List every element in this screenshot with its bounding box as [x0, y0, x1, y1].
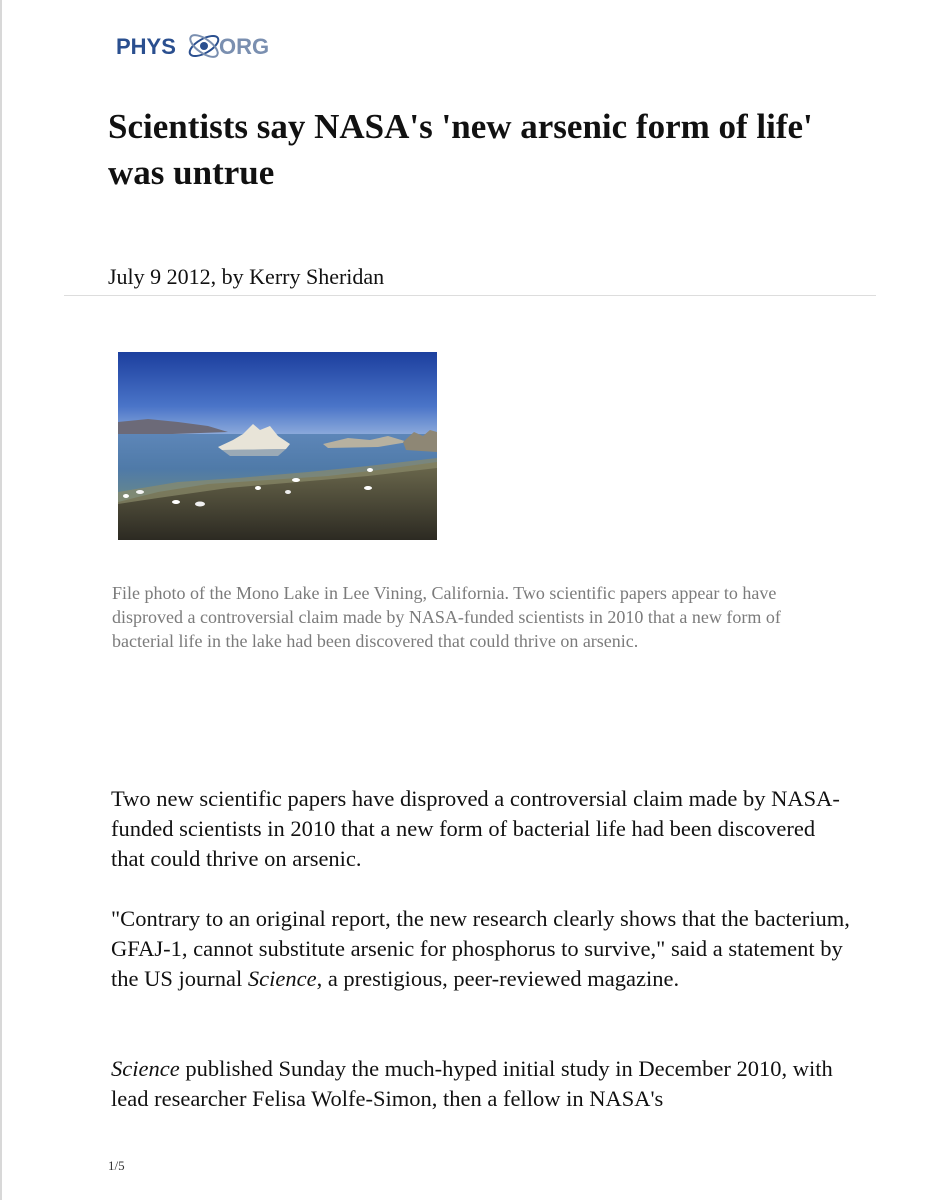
logo-text-phys: PHYS — [116, 34, 176, 59]
article-byline: July 9 2012, by Kerry Sheridan — [108, 264, 385, 289]
article-headline: Scientists say NASA's 'new arsenic form of life' was untrue — [108, 107, 813, 192]
body-paragraph-3 — [111, 1054, 851, 1114]
page-number: 1/5 — [108, 1158, 125, 1173]
journal-name: Science — [247, 966, 317, 991]
body-paragraph-2 — [111, 904, 851, 994]
article-photo — [118, 352, 437, 540]
journal-name: Science — [111, 1056, 180, 1081]
mono-lake-image — [118, 352, 437, 540]
body-paragraph-1: Two new scientific papers have disproved a controversial claim made by NASA-funded scientists in 2010 that a new form of bacterial life had been discovered that could thrive on arsenic. — [111, 786, 840, 871]
p2-text-start: "Contrary to an original report, the new research clearly shows that the bacterium, GFAJ-1, cannot substitute arsenic for phosphorus to survive," said a statement by the US journal — [111, 906, 850, 991]
logo-text-org: ORG — [219, 34, 270, 59]
divider — [64, 295, 876, 296]
phys-org-logo[interactable] — [116, 22, 286, 72]
atom-icon — [184, 26, 224, 66]
p2-text-end: , a prestigious, peer-reviewed magazine. — [316, 966, 680, 991]
p3-text: published Sunday the much-hyped initial study in December 2010, with lead researcher Felisa Wolfe-Simon, then a fellow in NASA's — [111, 1056, 833, 1111]
photo-caption: File photo of the Mono Lake in Lee Vining, California. Two scientific papers appear to have disproved a controversial claim made by NASA-funded scientists in 2010 that a new form of bacterial life in the lake had been discovered that could thrive on arsenic. — [112, 583, 781, 651]
page-edge — [0, 0, 2, 1200]
